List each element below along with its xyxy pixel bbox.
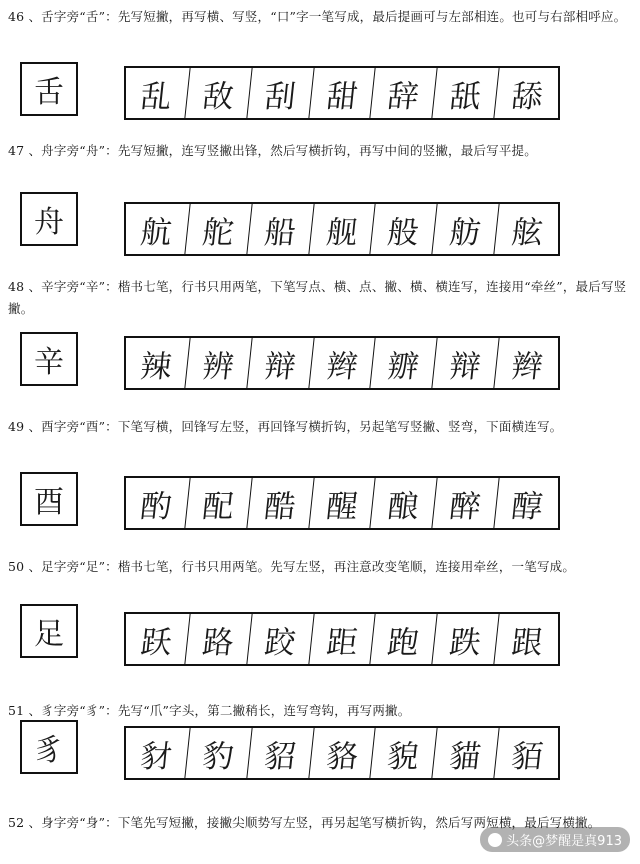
example-row	[124, 202, 560, 256]
example-char: 酷	[246, 478, 313, 528]
example-row	[124, 726, 560, 780]
example-char: 酿	[370, 478, 437, 528]
example-char: 跃	[138, 624, 174, 661]
example-char: 敌	[184, 68, 251, 118]
example-char: 辫	[308, 338, 375, 388]
example-char: 跌	[432, 614, 499, 664]
entry-description: 52 、身字旁“身”：下笔先写短撇，接撇尖顺势写左竖，再另起笔写横折钩，然后写两短横，最后写横撇。	[8, 815, 601, 830]
example-char: 貊	[494, 728, 561, 778]
example-char: 甜	[308, 68, 375, 118]
example-char: 航	[138, 214, 174, 251]
example-char: 辫	[494, 338, 561, 388]
example-char: 刮	[246, 68, 313, 118]
example-char: 豺	[138, 738, 174, 775]
example-char: 豹	[184, 728, 251, 778]
example-char: 貓	[432, 728, 499, 778]
entry-description: 46 、舌字旁“舌”：先写短撇，再写横、写竖，“口”字一笔写成，最后提画可与左部相连。也可与右部相呼应。	[8, 9, 627, 24]
example-char: 貉	[308, 728, 375, 778]
example-char: 舫	[432, 204, 499, 254]
example-char: 舷	[494, 204, 561, 254]
example-char: 辧	[370, 338, 437, 388]
watermark	[480, 827, 630, 852]
example-row	[124, 612, 560, 666]
example-char: 貌	[370, 728, 437, 778]
example-char: 乱	[138, 78, 174, 115]
example-char: 貂	[246, 728, 313, 778]
example-char: 舵	[184, 204, 251, 254]
example-row	[124, 66, 560, 120]
radical-box: 足	[20, 604, 78, 658]
example-row	[124, 336, 560, 390]
entry-description: 51 、豸字旁“豸”：先写“爪”字头，第二撇稍长，连写弯钩，再写两撇。	[8, 703, 411, 718]
example-char: 醒	[308, 478, 375, 528]
example-char: 辩	[432, 338, 499, 388]
example-char: 舰	[308, 204, 375, 254]
example-char: 舐	[432, 68, 499, 118]
example-char: 跟	[494, 614, 561, 664]
radical-box: 辛	[20, 332, 78, 386]
example-char: 距	[308, 614, 375, 664]
example-char: 辣	[138, 348, 174, 385]
example-row	[124, 476, 560, 530]
avatar-icon	[488, 833, 502, 847]
example-char: 辩	[246, 338, 313, 388]
example-char: 舔	[494, 68, 561, 118]
example-char: 辞	[370, 68, 437, 118]
example-char: 醇	[494, 478, 561, 528]
example-char: 醉	[432, 478, 499, 528]
entry-description: 50 、足字旁“足”：楷书七笔，行书只用两笔。先写左竖，再注意改变笔顺，连接用牵丝，一笔写成。	[8, 559, 576, 574]
radical-box: 舟	[20, 192, 78, 246]
entry-description: 48 、辛字旁“辛”：楷书七笔，行书只用两笔，下笔写点、横、点、撇、横、横连写，连接用“牵丝”，最后写竖撇。	[8, 279, 627, 316]
entry-description: 47 、舟字旁“舟”：先写短撇，连写竖撇出锋，然后写横折钩，再写中间的竖撇，最后写平提。	[8, 143, 537, 158]
example-char: 配	[184, 478, 251, 528]
example-char: 跤	[246, 614, 313, 664]
radical-box: 豸	[20, 720, 78, 774]
watermark-text: 头条@梦醒是真913	[506, 834, 622, 849]
example-char: 辨	[184, 338, 251, 388]
example-char: 船	[246, 204, 313, 254]
example-char: 酌	[138, 488, 174, 525]
example-char: 跑	[370, 614, 437, 664]
example-char: 路	[184, 614, 251, 664]
radical-box: 舌	[20, 62, 78, 116]
entry-description: 49 、酉字旁“酉”：下笔写横，回锋写左竖，再回锋写横折钩，另起笔写竖撇、竖弯，下面横连写。	[8, 419, 563, 434]
example-char: 般	[370, 204, 437, 254]
radical-box: 酉	[20, 472, 78, 526]
